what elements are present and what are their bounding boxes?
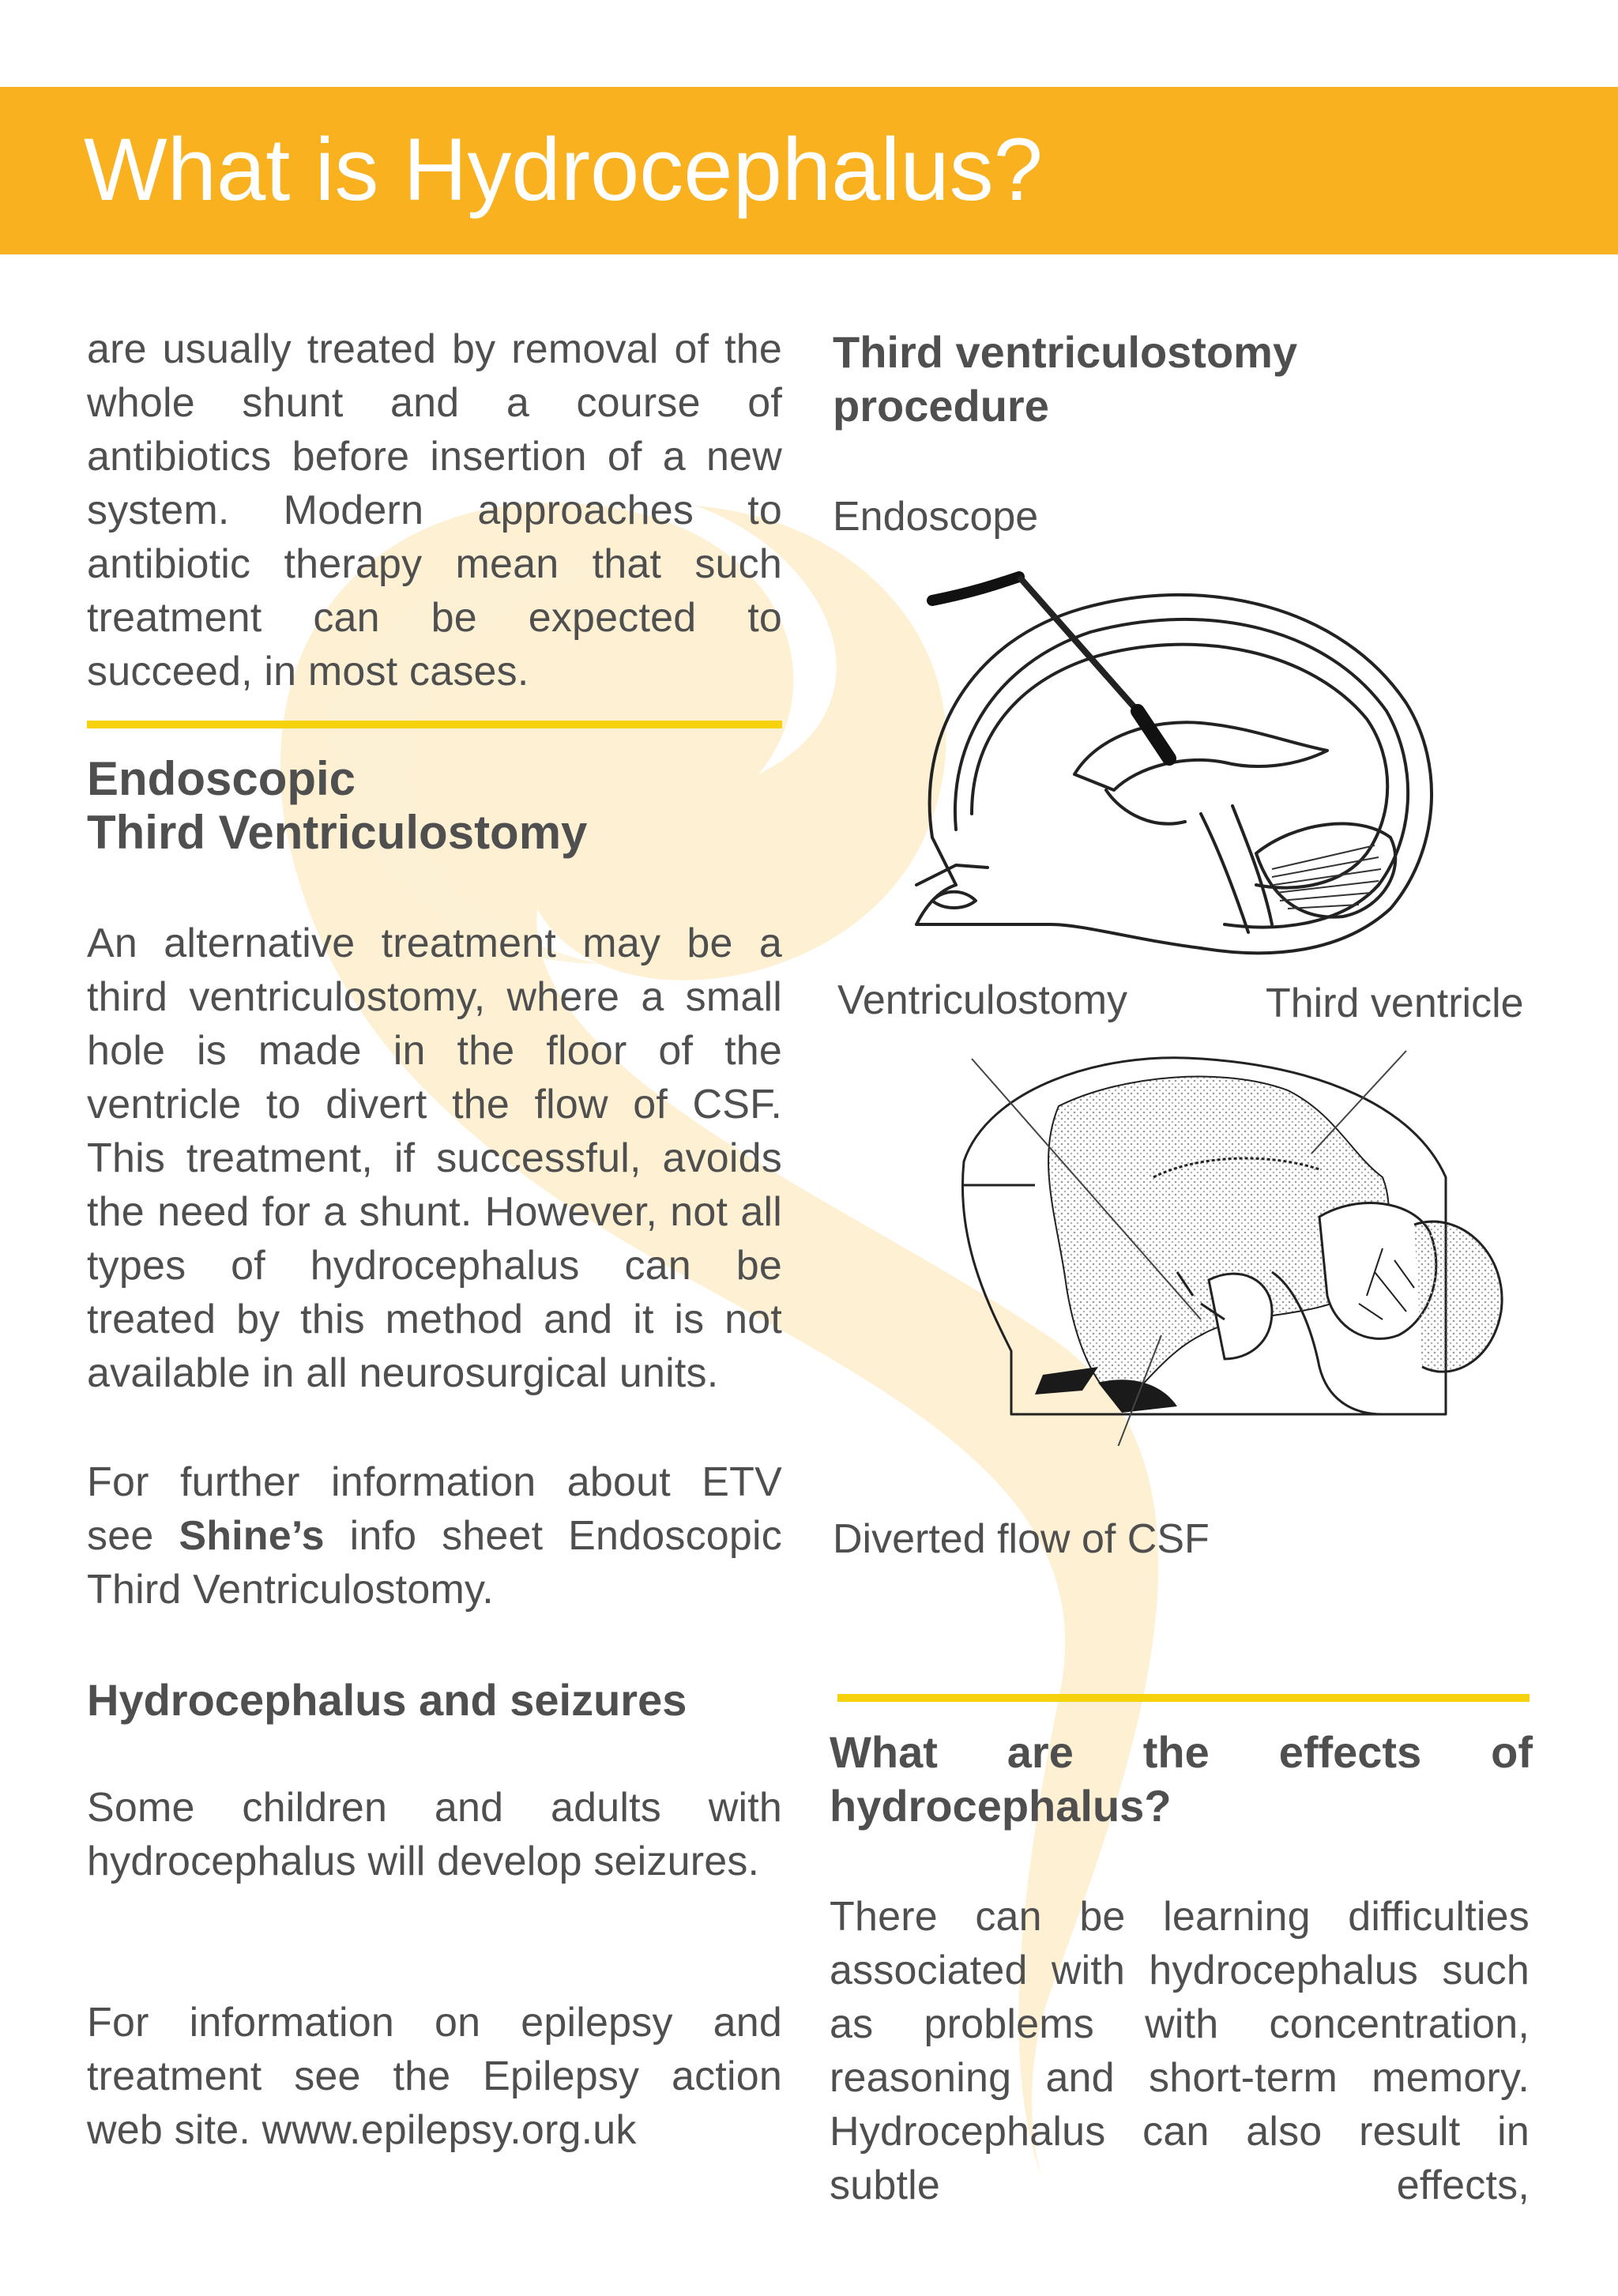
etv-heading-line2: Third Ventriculostomy [87,806,588,859]
section-divider-right [837,1694,1530,1702]
procedure-heading-block [833,326,1433,433]
section-divider [87,721,782,728]
etv-paragraph-block [87,917,782,1400]
seizures-paragraph-block [87,1781,782,1888]
seizures-heading-block [87,1673,798,1727]
effects-paragraph: There can be learning difficulties associated with hydrocephalus such as problems with concentration, reasoning and short-term memory. Hydrocephalus can also result in subtle effects, [830,1894,1530,2208]
seizures-paragraph: Some children and adults with hydrocephalus will develop seizures. [87,1785,782,1884]
shine-name: Shine’s [179,1513,325,1559]
label-endoscope: Endoscope [833,494,1039,540]
etv-info-paragraph [87,1455,782,1617]
etv-info-block [87,1455,782,1617]
etv-paragraph: An alternative treatment may be a third ventriculostomy, where a small hole is made in the floor of the ventricle to divert the flow of CSF. This treatment, if successful, avoids the need for a shunt. However, not all types of hydrocephalus can be treated by this method and it is not available in all neurosurgical units. [87,920,782,1396]
page-title: What is Hydrocephalus? [84,120,1043,219]
epilepsy-paragraph-block [87,1996,782,2157]
label-third-ventricle: Third ventricle [1266,981,1524,1026]
etv-heading-line1: Endoscopic [87,752,356,805]
procedure-heading-line2: procedure [833,381,1049,431]
seizures-heading: Hydrocephalus and seizures [87,1675,687,1725]
procedure-heading-line1: Third ventriculostomy [833,327,1298,377]
effects-heading-block [830,1726,1533,1833]
label-diverted-flow: Diverted flow of CSF [833,1516,1210,1562]
endoscope-head-illustration [901,553,1438,964]
intro-paragraph: are usually treated by removal of the whole shunt and a course of antibiotics before insertion of a new system. Modern approaches to antibiotic therapy mean that such treatment can be expected to succeed, in most cases. [87,326,782,694]
etv-info-pre: For further information about ETV see [87,1459,782,1559]
effects-paragraph-block [830,1890,1530,2222]
left-column [87,322,782,698]
etv-section [87,752,782,860]
effects-heading-line2: hydrocephalus? [830,1781,1172,1831]
etv-info-post: info sheet Endoscopic Third Ventriculostomy. [87,1513,783,1613]
ventriculostomy-detail-illustration [940,1035,1509,1446]
label-ventriculostomy: Ventriculostomy [837,977,1128,1023]
epilepsy-paragraph: For information on epilepsy and treatment see the Epilepsy action web site. www.epilepsy.org.uk [87,2000,782,2153]
effects-heading-line1: What are the effects of [830,1727,1533,1777]
